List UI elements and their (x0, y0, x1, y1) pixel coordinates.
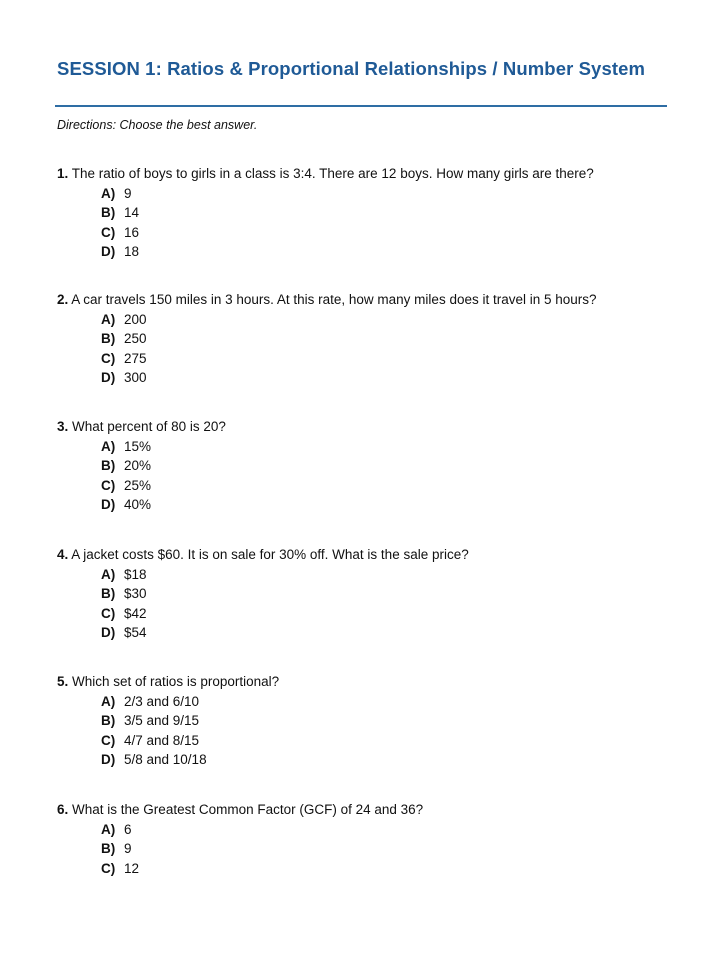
option-letter: C) (101, 350, 116, 366)
option-letter: D) (101, 624, 116, 640)
option-letter: C) (101, 224, 116, 240)
option-letter: B) (101, 841, 116, 857)
option-text: 250 (124, 331, 147, 347)
answer-options (57, 184, 677, 261)
question-stem (57, 673, 677, 690)
answer-options (57, 437, 677, 514)
option-text: 6 (124, 822, 132, 837)
option-letter: B) (101, 458, 116, 474)
answer-options (57, 310, 677, 387)
question-number: 6. (57, 802, 69, 817)
option-letter: D) (101, 496, 116, 512)
answer-option[interactable] (101, 310, 677, 329)
answer-options (57, 565, 677, 642)
option-letter: A) (101, 822, 116, 837)
option-letter: A) (101, 312, 116, 327)
option-letter: A) (101, 567, 116, 582)
option-text: 14 (124, 205, 140, 221)
answer-option[interactable] (101, 820, 677, 839)
question-1 (57, 165, 677, 261)
answer-options (57, 692, 677, 769)
option-text: $42 (124, 605, 147, 621)
question-number: 1. (57, 166, 69, 181)
answer-option[interactable] (101, 476, 677, 495)
option-letter: A) (101, 694, 116, 709)
option-letter: A) (101, 186, 116, 201)
option-letter: B) (101, 205, 116, 221)
question-text: What is the Greatest Common Factor (GCF) of 24 and 36? (72, 802, 424, 817)
question-number: 4. (57, 547, 69, 562)
option-text: 9 (124, 841, 132, 857)
option-letter: B) (101, 586, 116, 602)
answer-option[interactable] (101, 203, 677, 222)
answer-option[interactable] (101, 859, 677, 878)
option-text: $54 (124, 624, 147, 640)
question-number: 3. (57, 419, 69, 434)
question-6 (57, 801, 677, 878)
answer-option[interactable] (101, 584, 677, 603)
answer-option[interactable] (101, 711, 677, 730)
answer-option[interactable] (101, 349, 677, 368)
answer-option[interactable] (101, 242, 677, 261)
answer-option[interactable] (101, 839, 677, 858)
option-text: 25% (124, 477, 152, 493)
answer-option[interactable] (101, 604, 677, 623)
option-text: 2/3 and 6/10 (124, 694, 200, 709)
question-text: A car travels 150 miles in 3 hours. At this rate, how many miles does it travel in 5 hours? (71, 292, 597, 307)
answer-options (57, 820, 677, 878)
option-text: 20% (124, 458, 152, 474)
option-letter: C) (101, 860, 116, 876)
option-letter: D) (101, 751, 116, 767)
option-letter: D) (101, 243, 116, 259)
option-text: 12 (124, 860, 140, 876)
option-text: 16 (124, 224, 140, 240)
question-stem (57, 418, 677, 435)
answer-option[interactable] (101, 731, 677, 750)
question-text: What percent of 80 is 20? (72, 419, 226, 434)
answer-option[interactable] (101, 623, 677, 642)
option-text: $30 (124, 586, 147, 602)
option-text: 3/5 and 9/15 (124, 713, 200, 729)
question-4 (57, 546, 677, 642)
answer-option[interactable] (101, 565, 677, 584)
option-text: 300 (124, 369, 147, 385)
answer-option[interactable] (101, 750, 677, 769)
directions-text: Directions: Choose the best answer. (57, 118, 258, 132)
question-text: A jacket costs $60. It is on sale for 30% off. What is the sale price? (71, 547, 469, 562)
answer-option[interactable] (101, 495, 677, 514)
option-letter: A) (101, 439, 116, 454)
question-stem (57, 291, 677, 308)
answer-option[interactable] (101, 184, 677, 203)
title-divider (55, 105, 667, 107)
option-letter: D) (101, 369, 116, 385)
option-letter: C) (101, 732, 116, 748)
option-text: 40% (124, 496, 152, 512)
answer-option[interactable] (101, 692, 677, 711)
option-letter: B) (101, 331, 116, 347)
question-stem (57, 546, 677, 563)
question-text: Which set of ratios is proportional? (72, 674, 280, 689)
page-title: SESSION 1: Ratios & Proportional Relationships / Number System (57, 58, 646, 79)
answer-option[interactable] (101, 437, 677, 456)
question-2 (57, 291, 677, 387)
question-stem (57, 165, 677, 182)
option-text: 15% (124, 439, 152, 454)
answer-option[interactable] (101, 329, 677, 348)
question-number: 5. (57, 674, 69, 689)
answer-option[interactable] (101, 456, 677, 475)
option-text: 18 (124, 243, 140, 259)
question-5 (57, 673, 677, 769)
question-text: The ratio of boys to girls in a class is 3:4. There are 12 boys. How many girls are there? (71, 166, 594, 181)
option-letter: C) (101, 477, 116, 493)
option-letter: C) (101, 605, 116, 621)
answer-option[interactable] (101, 223, 677, 242)
question-stem (57, 801, 677, 818)
option-text: 4/7 and 8/15 (124, 732, 200, 748)
option-text: $18 (124, 567, 147, 582)
option-text: 275 (124, 350, 147, 366)
answer-option[interactable] (101, 368, 677, 387)
option-text: 200 (124, 312, 147, 327)
question-3 (57, 418, 677, 514)
option-text: 5/8 and 10/18 (124, 751, 207, 767)
option-text: 9 (124, 186, 132, 201)
question-number: 2. (57, 292, 69, 307)
option-letter: B) (101, 713, 116, 729)
